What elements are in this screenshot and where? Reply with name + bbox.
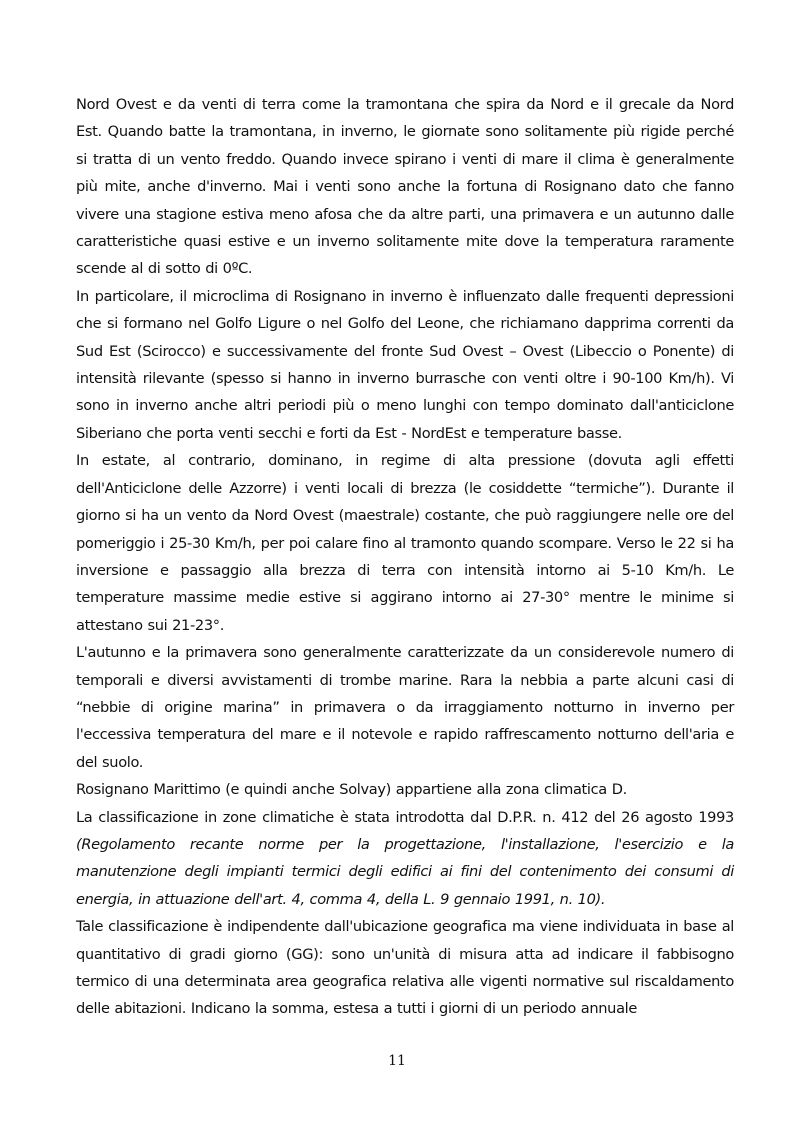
- paragraph-classification: [76, 804, 734, 914]
- paragraph-climatic-zone: Rosignano Marittimo (e quindi anche Solvay) appartiene alla zona climatica D.: [76, 781, 627, 799]
- paragraph-summer-breezes: In estate, al contrario, dominano, in regime di alta pressione (dovuta agli effetti dell'Anticiclone delle Azzorre) i venti locali di brezza (le cosiddette “termiche”). Durante il giorno si ha un vento da Nord Ovest (maestrale) costante, che può raggiungere nelle ore del pomeriggio i 25-30 Km/h, per poi calare fino al tramonto quando scompare. Verso le 22 si ha inversione e passaggio alla brezza di terra con intensità intorno ai 5-10 Km/h. Le temperature massime medie estive si aggirano intorno ai 27-30° mentre le minime si attestano sui 21-23°.: [76, 452, 734, 634]
- paragraph-autumn-spring: L'autunno e la primavera sono generalmente caratterizzate da un considerevole numero di temporali e diversi avvistamenti di trombe marine. Rara la nebbia a parte alcuni casi di “nebbie di origine marina” in primavera o da irraggiamento notturno in inverno per l'eccessiva temperatura del mare e il notevole e rapido raffrescamento notturno dell'aria e del suolo.: [76, 644, 734, 771]
- classification-italic-citation: (Regolamento recante norme per la progettazione, l'installazione, l'esercizio e la manutenzione degli impianti termici degli edifici ai fini del contenimento dei consumi di energia, in attuazione dell'art. 4, comma 4, della L. 9 gennaio 1991, n. 10).: [76, 835, 734, 908]
- paragraph-winter-microclimate: In particolare, il microclima di Rosignano in inverno è influenzato dalle frequenti depressioni che si formano nel Golfo Ligure o nel Golfo del Leone, che richiamano dapprima correnti da Sud Est (Scirocco) e successivamente del fronte Sud Ovest – Ovest (Libeccio o Ponente) di intensità rilevante (spesso si hanno in inverno burrasche con venti oltre i 90-100 Km/h). Vi sono in inverno anche altri periodi più o meno lunghi con tempo dominato dall'anticiclone Siberiano che porta venti secchi e forti da Est - NordEst e temperature basse.: [76, 287, 734, 442]
- paragraph-degree-days: Tale classificazione è indipendente dall'ubicazione geografica ma viene individuata in base al quantitativo di gradi giorno (GG): sono un'unità di misura atta ad indicare il fabbisogno termico di una determinata area geografica relativa alle vigenti normative sul riscaldamento delle abitazioni. Indicano la somma, estesa a tutti i giorni di un periodo annuale: [76, 918, 734, 1018]
- paragraph-winds-tramontana: Nord Ovest e da venti di terra come la tramontana che spira da Nord e il grecale da Nord Est. Quando batte la tramontana, in inverno, le giornate sono solitamente più rigide perché si tratta di un vento freddo. Quando invece spirano i venti di mare il clima è generalmente più mite, anche d'inverno. Mai i venti sono anche la fortuna di Rosignano dato che fanno vivere una stagione estiva meno afosa che da altre parti, una primavera e un autunno dalle caratteristiche quasi estive e un inverno solitamente mite dove la temperatura raramente scende al di sotto di 0ºC.: [76, 96, 734, 278]
- page-number: 11: [388, 1053, 406, 1069]
- body-text: [76, 91, 734, 1023]
- classification-text: La classificazione in zone climatiche è stata introdotta dal D.P.R. n. 412 del 26 agosto 1993: [76, 808, 734, 826]
